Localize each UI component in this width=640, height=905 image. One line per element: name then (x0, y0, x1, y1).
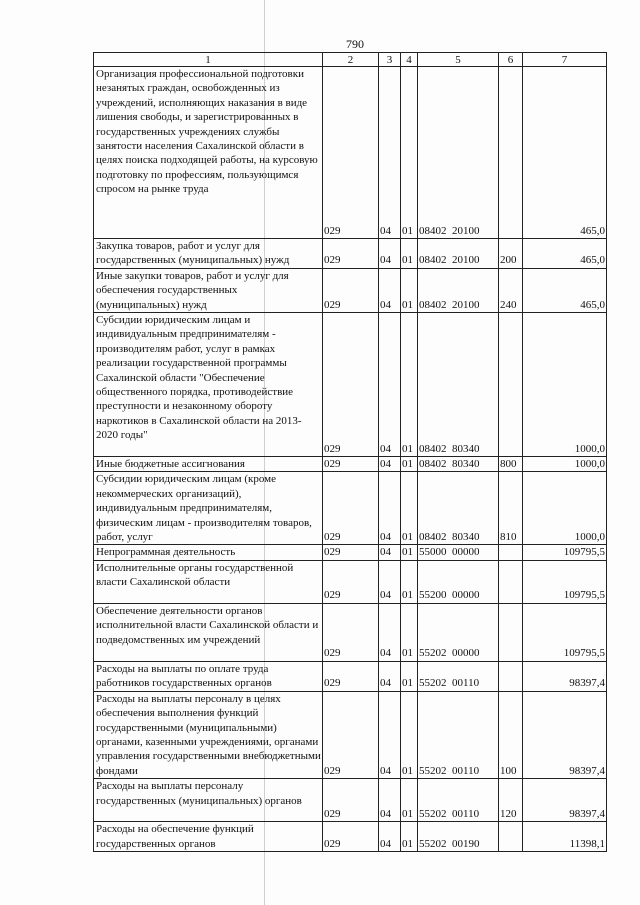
cell-subsection: 01 (401, 661, 418, 691)
table-row (94, 313, 607, 457)
cell-name: Закупка товаров, работ и услуг для государственных (муниципальных) нужд (94, 239, 323, 269)
cell-expense-type: 100 (499, 691, 523, 778)
cell-section: 04 (379, 560, 401, 603)
cell-item-code: 00190 (452, 837, 480, 850)
cell-target-article (418, 239, 499, 269)
cell-ministry-code: 029 (323, 472, 379, 545)
table-row (94, 268, 607, 312)
cell-program-code: 08402 (419, 458, 447, 471)
cell-section: 04 (379, 779, 401, 822)
cell-item-code: 20100 (452, 224, 480, 237)
cell-expense-type: 200 (499, 239, 523, 269)
cell-amount: 465,0 (523, 67, 607, 239)
cell-amount: 1000,0 (523, 313, 607, 457)
cell-amount: 98397,4 (523, 691, 607, 778)
cell-amount: 109795,5 (523, 603, 607, 661)
cell-ministry-code: 029 (323, 67, 379, 239)
cell-section: 04 (379, 239, 401, 269)
cell-target-article (418, 822, 499, 852)
cell-program-code: 08402 (419, 224, 447, 237)
cell-item-code: 00000 (452, 589, 480, 602)
cell-subsection: 01 (401, 472, 418, 545)
cell-section: 04 (379, 313, 401, 457)
cell-item-code: 00000 (452, 647, 480, 660)
table-row (94, 691, 607, 778)
cell-target-article (418, 472, 499, 545)
cell-expense-type (499, 313, 523, 457)
cell-ministry-code: 029 (323, 313, 379, 457)
table-row (94, 472, 607, 545)
cell-program-code: 55000 (419, 546, 447, 559)
cell-amount: 465,0 (523, 239, 607, 269)
cell-program-code: 55202 (419, 764, 447, 777)
cell-expense-type (499, 822, 523, 852)
header-col-name: 1 (94, 53, 323, 67)
cell-ministry-code: 029 (323, 661, 379, 691)
cell-amount: 109795,5 (523, 560, 607, 603)
cell-ministry-code: 029 (323, 560, 379, 603)
cell-item-code: 20100 (452, 254, 480, 267)
cell-expense-type: 810 (499, 472, 523, 545)
cell-section: 04 (379, 661, 401, 691)
cell-name: Субсидии юридическим лицам и индивидуальным предпринимателям - производителям работ, услуг в рамках реализации государственной программы Сахалинской области "Обеспечение общественного порядка, противодействие преступности и незаконному обороту наркотиков в Сахалинской области на 2013-2020 годы" (94, 313, 323, 457)
cell-ministry-code: 029 (323, 603, 379, 661)
cell-ministry-code: 029 (323, 545, 379, 560)
cell-subsection: 01 (401, 560, 418, 603)
cell-subsection: 01 (401, 67, 418, 239)
cell-expense-type (499, 560, 523, 603)
header-col-target-article: 5 (418, 53, 499, 67)
cell-name: Обеспечение деятельности органов исполнительной власти Сахалинской области и подведомственных им учреждений (94, 603, 323, 661)
cell-program-code: 08402 (419, 254, 447, 267)
cell-ministry-code: 029 (323, 239, 379, 269)
cell-expense-type (499, 545, 523, 560)
cell-name: Расходы на выплаты персоналу государственных (муниципальных) органов (94, 779, 323, 822)
cell-expense-type: 800 (499, 457, 523, 472)
cell-name: Исполнительные органы государственной власти Сахалинской области (94, 560, 323, 603)
cell-section: 04 (379, 822, 401, 852)
cell-program-code: 55202 (419, 677, 447, 690)
header-col-ministry: 2 (323, 53, 379, 67)
cell-section: 04 (379, 691, 401, 778)
cell-target-article (418, 67, 499, 239)
cell-program-code: 08402 (419, 531, 447, 544)
cell-ministry-code: 029 (323, 268, 379, 312)
cell-item-code: 00110 (452, 764, 480, 777)
table-row (94, 457, 607, 472)
cell-ministry-code: 029 (323, 457, 379, 472)
cell-amount: 98397,4 (523, 779, 607, 822)
cell-ministry-code: 029 (323, 779, 379, 822)
cell-amount: 98397,4 (523, 661, 607, 691)
cell-expense-type (499, 603, 523, 661)
cell-target-article (418, 603, 499, 661)
cell-name: Расходы на выплаты по оплате труда работников государственных органов (94, 661, 323, 691)
cell-subsection: 01 (401, 457, 418, 472)
cell-name: Иные бюджетные ассигнования (94, 457, 323, 472)
cell-section: 04 (379, 457, 401, 472)
cell-program-code: 08402 (419, 298, 447, 311)
cell-subsection: 01 (401, 822, 418, 852)
cell-subsection: 01 (401, 313, 418, 457)
header-col-section: 3 (379, 53, 401, 67)
cell-program-code: 55202 (419, 807, 447, 820)
cell-item-code: 00000 (452, 546, 480, 559)
header-col-expense-type: 6 (499, 53, 523, 67)
table-header-row (94, 53, 607, 67)
table-body (94, 67, 607, 852)
table-row (94, 822, 607, 852)
cell-name: Расходы на обеспечение функций государственных органов (94, 822, 323, 852)
cell-target-article (418, 691, 499, 778)
table-row (94, 545, 607, 560)
cell-target-article (418, 560, 499, 603)
cell-target-article (418, 313, 499, 457)
cell-section: 04 (379, 67, 401, 239)
cell-section: 04 (379, 603, 401, 661)
cell-subsection: 01 (401, 239, 418, 269)
cell-item-code: 80340 (452, 458, 480, 471)
cell-program-code: 55202 (419, 837, 447, 850)
cell-program-code: 55200 (419, 589, 447, 602)
table-row (94, 67, 607, 239)
cell-name: Иные закупки товаров, работ и услуг для обеспечения государственных (муниципальных) нужд (94, 268, 323, 312)
cell-target-article (418, 661, 499, 691)
cell-item-code: 80340 (452, 442, 480, 455)
cell-name: Непрограммная деятельность (94, 545, 323, 560)
cell-program-code: 55202 (419, 647, 447, 660)
cell-amount: 465,0 (523, 268, 607, 312)
cell-program-code: 08402 (419, 442, 447, 455)
cell-target-article (418, 779, 499, 822)
page-number: 790 (346, 37, 364, 51)
cell-name: Организация профессиональной подготовки незанятых граждан, освобожденных из учреждений, исполняющих наказания в виде лишения свободы, и зарегистрированных в государственных учреждениях службы занятости населения Сахалинской области в целях поиска подходящей работы, на курсовую подготовку по профессиям, пользующимся спросом на рынке труда (94, 67, 323, 239)
cell-subsection: 01 (401, 691, 418, 778)
cell-expense-type: 240 (499, 268, 523, 312)
table-row (94, 239, 607, 269)
cell-ministry-code: 029 (323, 822, 379, 852)
cell-target-article (418, 545, 499, 560)
table-row (94, 661, 607, 691)
table-row (94, 603, 607, 661)
cell-item-code: 20100 (452, 298, 480, 311)
table-row (94, 560, 607, 603)
cell-subsection: 01 (401, 603, 418, 661)
cell-amount: 1000,0 (523, 457, 607, 472)
cell-subsection: 01 (401, 268, 418, 312)
cell-amount: 11398,1 (523, 822, 607, 852)
cell-section: 04 (379, 472, 401, 545)
cell-expense-type (499, 67, 523, 239)
cell-amount: 1000,0 (523, 472, 607, 545)
table-row (94, 779, 607, 822)
budget-table (93, 52, 607, 852)
cell-amount: 109795,5 (523, 545, 607, 560)
cell-subsection: 01 (401, 779, 418, 822)
cell-item-code: 00110 (452, 807, 480, 820)
cell-item-code: 00110 (452, 677, 480, 690)
cell-expense-type: 120 (499, 779, 523, 822)
header-col-amount: 7 (523, 53, 607, 67)
cell-section: 04 (379, 268, 401, 312)
cell-target-article (418, 268, 499, 312)
header-col-subsection: 4 (401, 53, 418, 67)
cell-subsection: 01 (401, 545, 418, 560)
cell-name: Расходы на выплаты персоналу в целях обеспечения выполнения функций государственными (муниципальными) органами, казенными учреждениями, органами управления государственными внебюджетными фондами (94, 691, 323, 778)
cell-ministry-code: 029 (323, 691, 379, 778)
cell-target-article (418, 457, 499, 472)
cell-expense-type (499, 661, 523, 691)
cell-item-code: 80340 (452, 531, 480, 544)
cell-section: 04 (379, 545, 401, 560)
cell-name: Субсидии юридическим лицам (кроме некоммерческих организаций), индивидуальным предпринимателям, физическим лицам - производителям товаров, работ, услуг (94, 472, 323, 545)
